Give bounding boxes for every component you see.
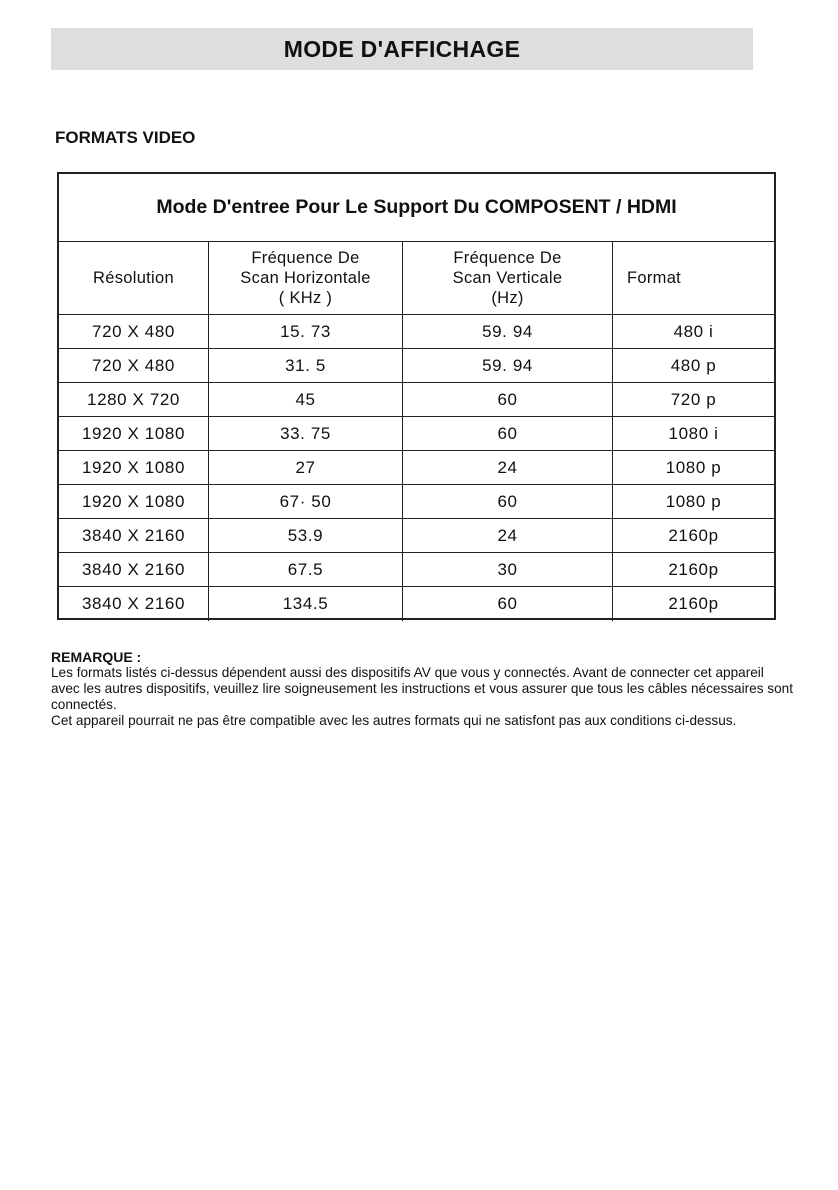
cell-vertical-frequency: 59. 94 [403,315,613,348]
header-h-line1: Fréquence De [251,249,360,267]
cell-resolution: 3840 X 2160 [59,587,209,621]
cell-vertical-frequency: 60 [403,383,613,416]
header-format-label: Format [627,269,682,287]
remarks-section [51,649,796,729]
table-row [59,315,774,349]
table-row [59,383,774,417]
header-v-line1: Fréquence De [453,249,562,267]
cell-resolution: 1920 X 1080 [59,451,209,484]
table-header-row [59,242,774,315]
cell-format: 480 p [670,355,717,375]
page-title: MODE D'AFFICHAGE [283,35,521,62]
cell-horizontal-frequency: 45 [209,383,403,416]
header-vertical-frequency [403,242,613,314]
header-h-line3: ( KHz ) [278,289,333,307]
cell-format: 2160p [668,525,719,545]
cell-format: 1080 i [668,423,719,443]
cell-horizontal-frequency: 134.5 [209,587,403,621]
cell-format: 2160p [668,559,719,579]
table-body [59,315,774,621]
cell-resolution: 720 X 480 [59,315,209,348]
cell-resolution: 1920 X 1080 [59,417,209,450]
header-h-line2: Scan Horizontale [240,269,371,287]
cell-format: 2160p [668,594,719,613]
cell-vertical-frequency: 60 [403,587,613,621]
cell-horizontal-frequency: 67.5 [209,553,403,586]
table-row [59,349,774,383]
header-resolution-label: Résolution [93,269,174,287]
cell-format: 1080 p [665,457,722,477]
table-row [59,553,774,587]
header-horizontal-frequency [209,242,403,314]
cell-horizontal-frequency: 33. 75 [209,417,403,450]
cell-vertical-frequency: 24 [403,519,613,552]
cell-format: 720 p [670,389,717,409]
page-title-banner [51,28,753,70]
table-row [59,519,774,553]
section-title: FORMATS VIDEO [55,128,196,147]
cell-resolution: 1920 X 1080 [59,485,209,518]
cell-resolution: 720 X 480 [59,349,209,382]
table-row [59,417,774,451]
cell-horizontal-frequency: 15. 73 [209,315,403,348]
table-row [59,485,774,519]
cell-horizontal-frequency: 67· 50 [209,485,403,518]
header-v-line3: (Hz) [491,289,524,307]
cell-resolution: 1280 X 720 [59,383,209,416]
cell-vertical-frequency: 59. 94 [403,349,613,382]
cell-horizontal-frequency: 31. 5 [209,349,403,382]
cell-resolution: 3840 X 2160 [59,553,209,586]
cell-resolution: 3840 X 2160 [59,519,209,552]
table-grid [59,242,774,621]
cell-format: 480 i [673,321,714,341]
header-resolution [59,242,209,314]
cell-vertical-frequency: 60 [403,417,613,450]
cell-vertical-frequency: 60 [403,485,613,518]
table-row [59,451,774,485]
video-formats-table [57,172,776,620]
cell-format: 1080 p [665,491,722,511]
cell-horizontal-frequency: 53.9 [209,519,403,552]
cell-vertical-frequency: 30 [403,553,613,586]
remarks-title: REMARQUE : [51,649,142,665]
table-row [59,587,774,621]
table-caption: Mode D'entree Pour Le Support Du COMPOSENT / HDMI [59,174,774,242]
remarks-paragraph-1: Les formats listés ci-dessus dépendent aussi des dispositifs AV que vous y connectés. Avant de connecter cet appareil avec les autres dispositifs, veuillez lire soigneusement les instructions et vous assurer que tous les câbles nécessaires sont connectés. [51,665,793,712]
cell-vertical-frequency: 24 [403,451,613,484]
header-format [613,242,774,314]
cell-horizontal-frequency: 27 [209,451,403,484]
header-v-line2: Scan Verticale [452,269,563,287]
remarks-paragraph-2: Cet appareil pourrait ne pas être compatible avec les autres formats qui ne satisfont pas aux conditions ci-dessus. [51,713,737,728]
